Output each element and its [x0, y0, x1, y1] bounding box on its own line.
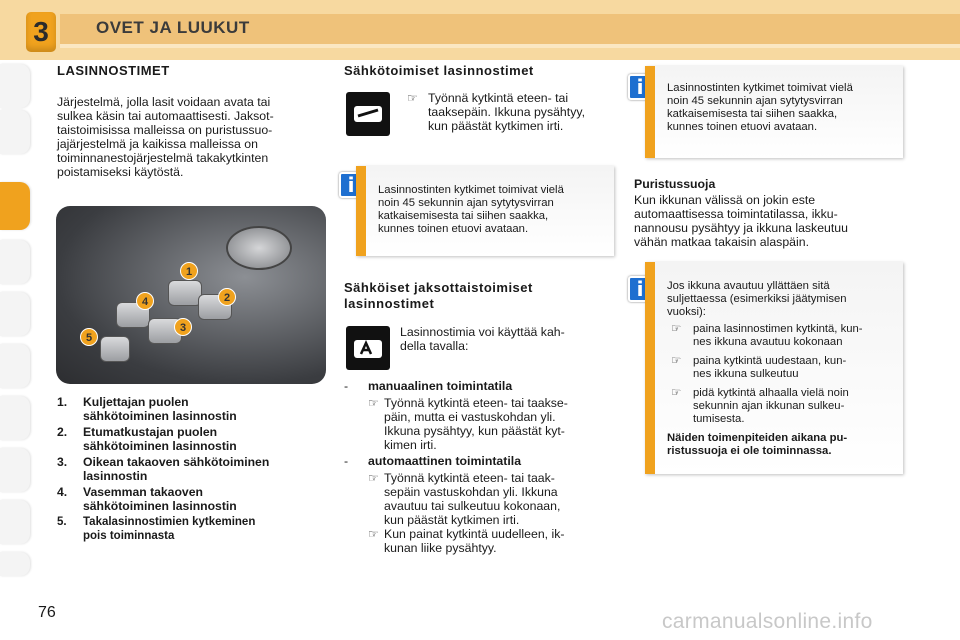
- text-line: Lasinnostimia voi käyttää kah-: [400, 325, 565, 339]
- text-line: Jos ikkuna avautuu yllättäen sitä: [667, 280, 830, 292]
- hand-pointer-icon: ☞: [671, 323, 682, 335]
- heading-line: lasinnostimet: [344, 296, 435, 311]
- window-switch-pictogram: [346, 92, 390, 136]
- hand-pointer-icon: ☞: [671, 355, 682, 367]
- legend-item: [57, 455, 270, 483]
- text-line: Työnnä kytkintä eteen- tai taak-: [384, 471, 555, 485]
- chapter-number-badge: 3: [26, 12, 56, 52]
- legend-label: sähkötoiminen lasinnostin: [83, 499, 237, 513]
- intro-line: Järjestelmä, jolla lasit voidaan avata tai: [57, 95, 271, 109]
- text-line: kun päästät kytkimen irti.: [384, 513, 520, 527]
- auto-mode-text: [384, 471, 616, 527]
- bullet-item: [667, 355, 895, 381]
- legend-number: 2.: [57, 425, 68, 439]
- side-tab-1[interactable]: [0, 64, 30, 108]
- window-switch-icon: [346, 92, 390, 136]
- info-box: [356, 166, 614, 256]
- intro-line: taistoimisissa malleissa on puristussuo-: [57, 123, 273, 137]
- header-rule: [60, 44, 960, 48]
- side-tab-6[interactable]: [0, 344, 30, 388]
- bullet-item: [667, 323, 895, 349]
- text-line: paina lasinnostimen kytkintä, kun-: [693, 323, 863, 335]
- hand-pointer-icon: ☞: [368, 471, 379, 485]
- info-icon: i: [628, 74, 652, 100]
- legend-label: lasinnostin: [83, 469, 148, 483]
- legend-item: [57, 425, 237, 453]
- legend-number: 3.: [57, 455, 68, 469]
- text-line: kunnes toinen etuovi avataan.: [378, 223, 529, 235]
- text-line: nes ikkuna sulkeutuu: [693, 368, 799, 380]
- switch-1: [168, 280, 202, 306]
- auto-switch-icon: [346, 326, 390, 370]
- section-heading: Sähkötoimiset lasinnostimet: [344, 63, 534, 78]
- info-icon: i: [339, 172, 363, 198]
- side-tab-5[interactable]: [0, 292, 30, 336]
- text-line: sekunnin ajan ikkunan sulkeu-: [693, 400, 845, 412]
- side-tab-active[interactable]: [0, 182, 30, 230]
- text-line: vähän matkaa takaisin alaspäin.: [634, 235, 809, 249]
- hand-pointer-icon: ☞: [368, 527, 379, 541]
- legend-label: pois toiminnasta: [83, 530, 175, 542]
- switch-5: [100, 336, 130, 362]
- intro-line: toiminnanestojärjestelmä takakytkinten: [57, 151, 269, 165]
- legend-label: Oikean takaoven sähkötoiminen: [83, 455, 270, 469]
- text-line: noin 45 sekunnin ajan sytytysvirran: [378, 197, 554, 209]
- legend-number: 5.: [57, 516, 67, 528]
- side-tab-7[interactable]: [0, 396, 30, 440]
- text-line: tumisesta.: [693, 413, 745, 425]
- mode-title-auto: automaattinen toimintatila: [368, 454, 522, 468]
- side-tab-4[interactable]: [0, 240, 30, 284]
- text-line: taaksepäin. Ikkuna pysähtyy,: [428, 105, 585, 119]
- text-line: Näiden toimenpiteiden aikana pu-: [667, 432, 848, 444]
- text-line: pidä kytkintä alhaalla vielä noin: [693, 387, 849, 399]
- text-line: Kun painat kytkintä uudelleen, ik-: [384, 527, 565, 541]
- side-tab-9[interactable]: [0, 500, 30, 544]
- side-tab-2[interactable]: [0, 110, 30, 154]
- auto-switch-pictogram: [346, 326, 390, 370]
- side-tab-8[interactable]: [0, 448, 30, 492]
- text-line: ristussuoja ei ole toiminnassa.: [667, 445, 832, 457]
- legend-item: [57, 515, 256, 542]
- info-icon: i: [628, 276, 652, 302]
- hand-pointer-icon: ☞: [368, 396, 379, 410]
- text-line: kunan liike pysähtyy.: [384, 541, 497, 555]
- callout-5: 5: [80, 328, 98, 346]
- text-line: päin, mutta ei vastuskohdan yli.: [384, 410, 556, 424]
- text-line: kun päästät kytkimen irti.: [428, 119, 564, 133]
- intro-line: sulkea käsin tai automaattisesti. Jaksot-: [57, 109, 274, 123]
- text-line: suljettaessa (esimerkiksi jäätymisen: [667, 293, 847, 305]
- intro-paragraph: [57, 95, 327, 179]
- legend-label: Takalasinnostimien kytkeminen: [83, 516, 256, 528]
- legend-label: Etumatkustajan puolen: [83, 425, 218, 439]
- dash: -: [344, 379, 349, 393]
- text-line: noin 45 sekunnin ajan sytytysvirran: [667, 95, 843, 107]
- text-line: Työnnä kytkintä eteen- tai taakse-: [384, 396, 568, 410]
- text-line: katkaisemisesta tai siihen saakka,: [667, 108, 838, 120]
- text-line: Työnnä kytkintä eteen- tai: [428, 91, 569, 105]
- section-heading: LASINNOSTIMET: [57, 63, 170, 78]
- warning-note: [667, 432, 895, 458]
- manual-mode-text: [384, 396, 616, 452]
- side-tab-10[interactable]: [0, 552, 30, 576]
- bullet-item: [667, 387, 895, 426]
- text-line: kunnes toinen etuovi avataan.: [667, 121, 818, 133]
- intro-line: poistamiseksi käytöstä.: [57, 165, 184, 179]
- window-switch-panel-photo: [56, 206, 326, 384]
- heading-line: Sähköiset jaksottaistoimiset: [344, 280, 533, 295]
- text-line: automaattisessa toimintatilassa, ikku-: [634, 207, 838, 221]
- chapter-title: OVET JA LUUKUT: [96, 18, 250, 37]
- auto-mode-stop-text: [384, 527, 616, 555]
- legend-label: sähkötoiminen lasinnostin: [83, 439, 237, 453]
- watermark: carmanualsonline.info: [662, 610, 873, 633]
- info-box-warning: [645, 262, 903, 474]
- text-line: sepäin vastuskohdan yli. Ikkuna: [384, 485, 558, 499]
- page-number: 76: [38, 604, 56, 621]
- manual-instructions: [428, 91, 616, 133]
- text-line: kimen irti.: [384, 438, 437, 452]
- text-line: nannousu pysähtyy ja ikkuna laskeutuu: [634, 221, 848, 235]
- callout-2: 2: [218, 288, 236, 306]
- legend-item: [57, 395, 237, 423]
- text-line: katkaisemisesta tai siihen saakka,: [378, 210, 549, 222]
- pinch-protection-text: [634, 193, 904, 249]
- legend-number: 4.: [57, 485, 68, 499]
- hand-pointer-icon: ☞: [671, 387, 682, 399]
- text-line: vuoksi):: [667, 306, 706, 318]
- text-line: avautuu tai sulkeutuu kokonaan,: [384, 499, 561, 513]
- mode-title-manual: manuaalinen toimintatila: [368, 379, 513, 393]
- subheading-pinch-protection: Puristussuoja: [634, 177, 716, 191]
- text-line: Kun ikkunan välissä on jokin este: [634, 193, 816, 207]
- info-box: [645, 66, 903, 158]
- legend-label: sähkötoiminen lasinnostin: [83, 409, 237, 423]
- text-line: Ikkuna pysähtyy, kun päästät kyt-: [384, 424, 565, 438]
- text-line: della tavalla:: [400, 339, 469, 353]
- sequential-intro: [400, 325, 616, 353]
- dash: -: [344, 454, 349, 468]
- mirror-adjust-knob: [226, 226, 292, 270]
- text-line: Lasinnostinten kytkimet toimivat vielä: [378, 184, 564, 196]
- hand-pointer-icon: ☞: [407, 91, 418, 105]
- callout-4: 4: [136, 292, 154, 310]
- text-line: paina kytkintä uudestaan, kun-: [693, 355, 847, 367]
- text-line: nes ikkuna avautuu kokonaan: [693, 336, 843, 348]
- legend-label: Kuljettajan puolen: [83, 395, 189, 409]
- legend-number: 1.: [57, 395, 68, 409]
- callout-1: 1: [180, 262, 198, 280]
- section-heading: [344, 280, 533, 312]
- intro-line: jajärjestelmä ja kaikissa malleissa on: [57, 137, 258, 151]
- text-line: Lasinnostinten kytkimet toimivat vielä: [667, 82, 853, 94]
- legend-item: [57, 485, 237, 513]
- callout-3: 3: [174, 318, 192, 336]
- legend-label: Vasemman takaoven: [83, 485, 203, 499]
